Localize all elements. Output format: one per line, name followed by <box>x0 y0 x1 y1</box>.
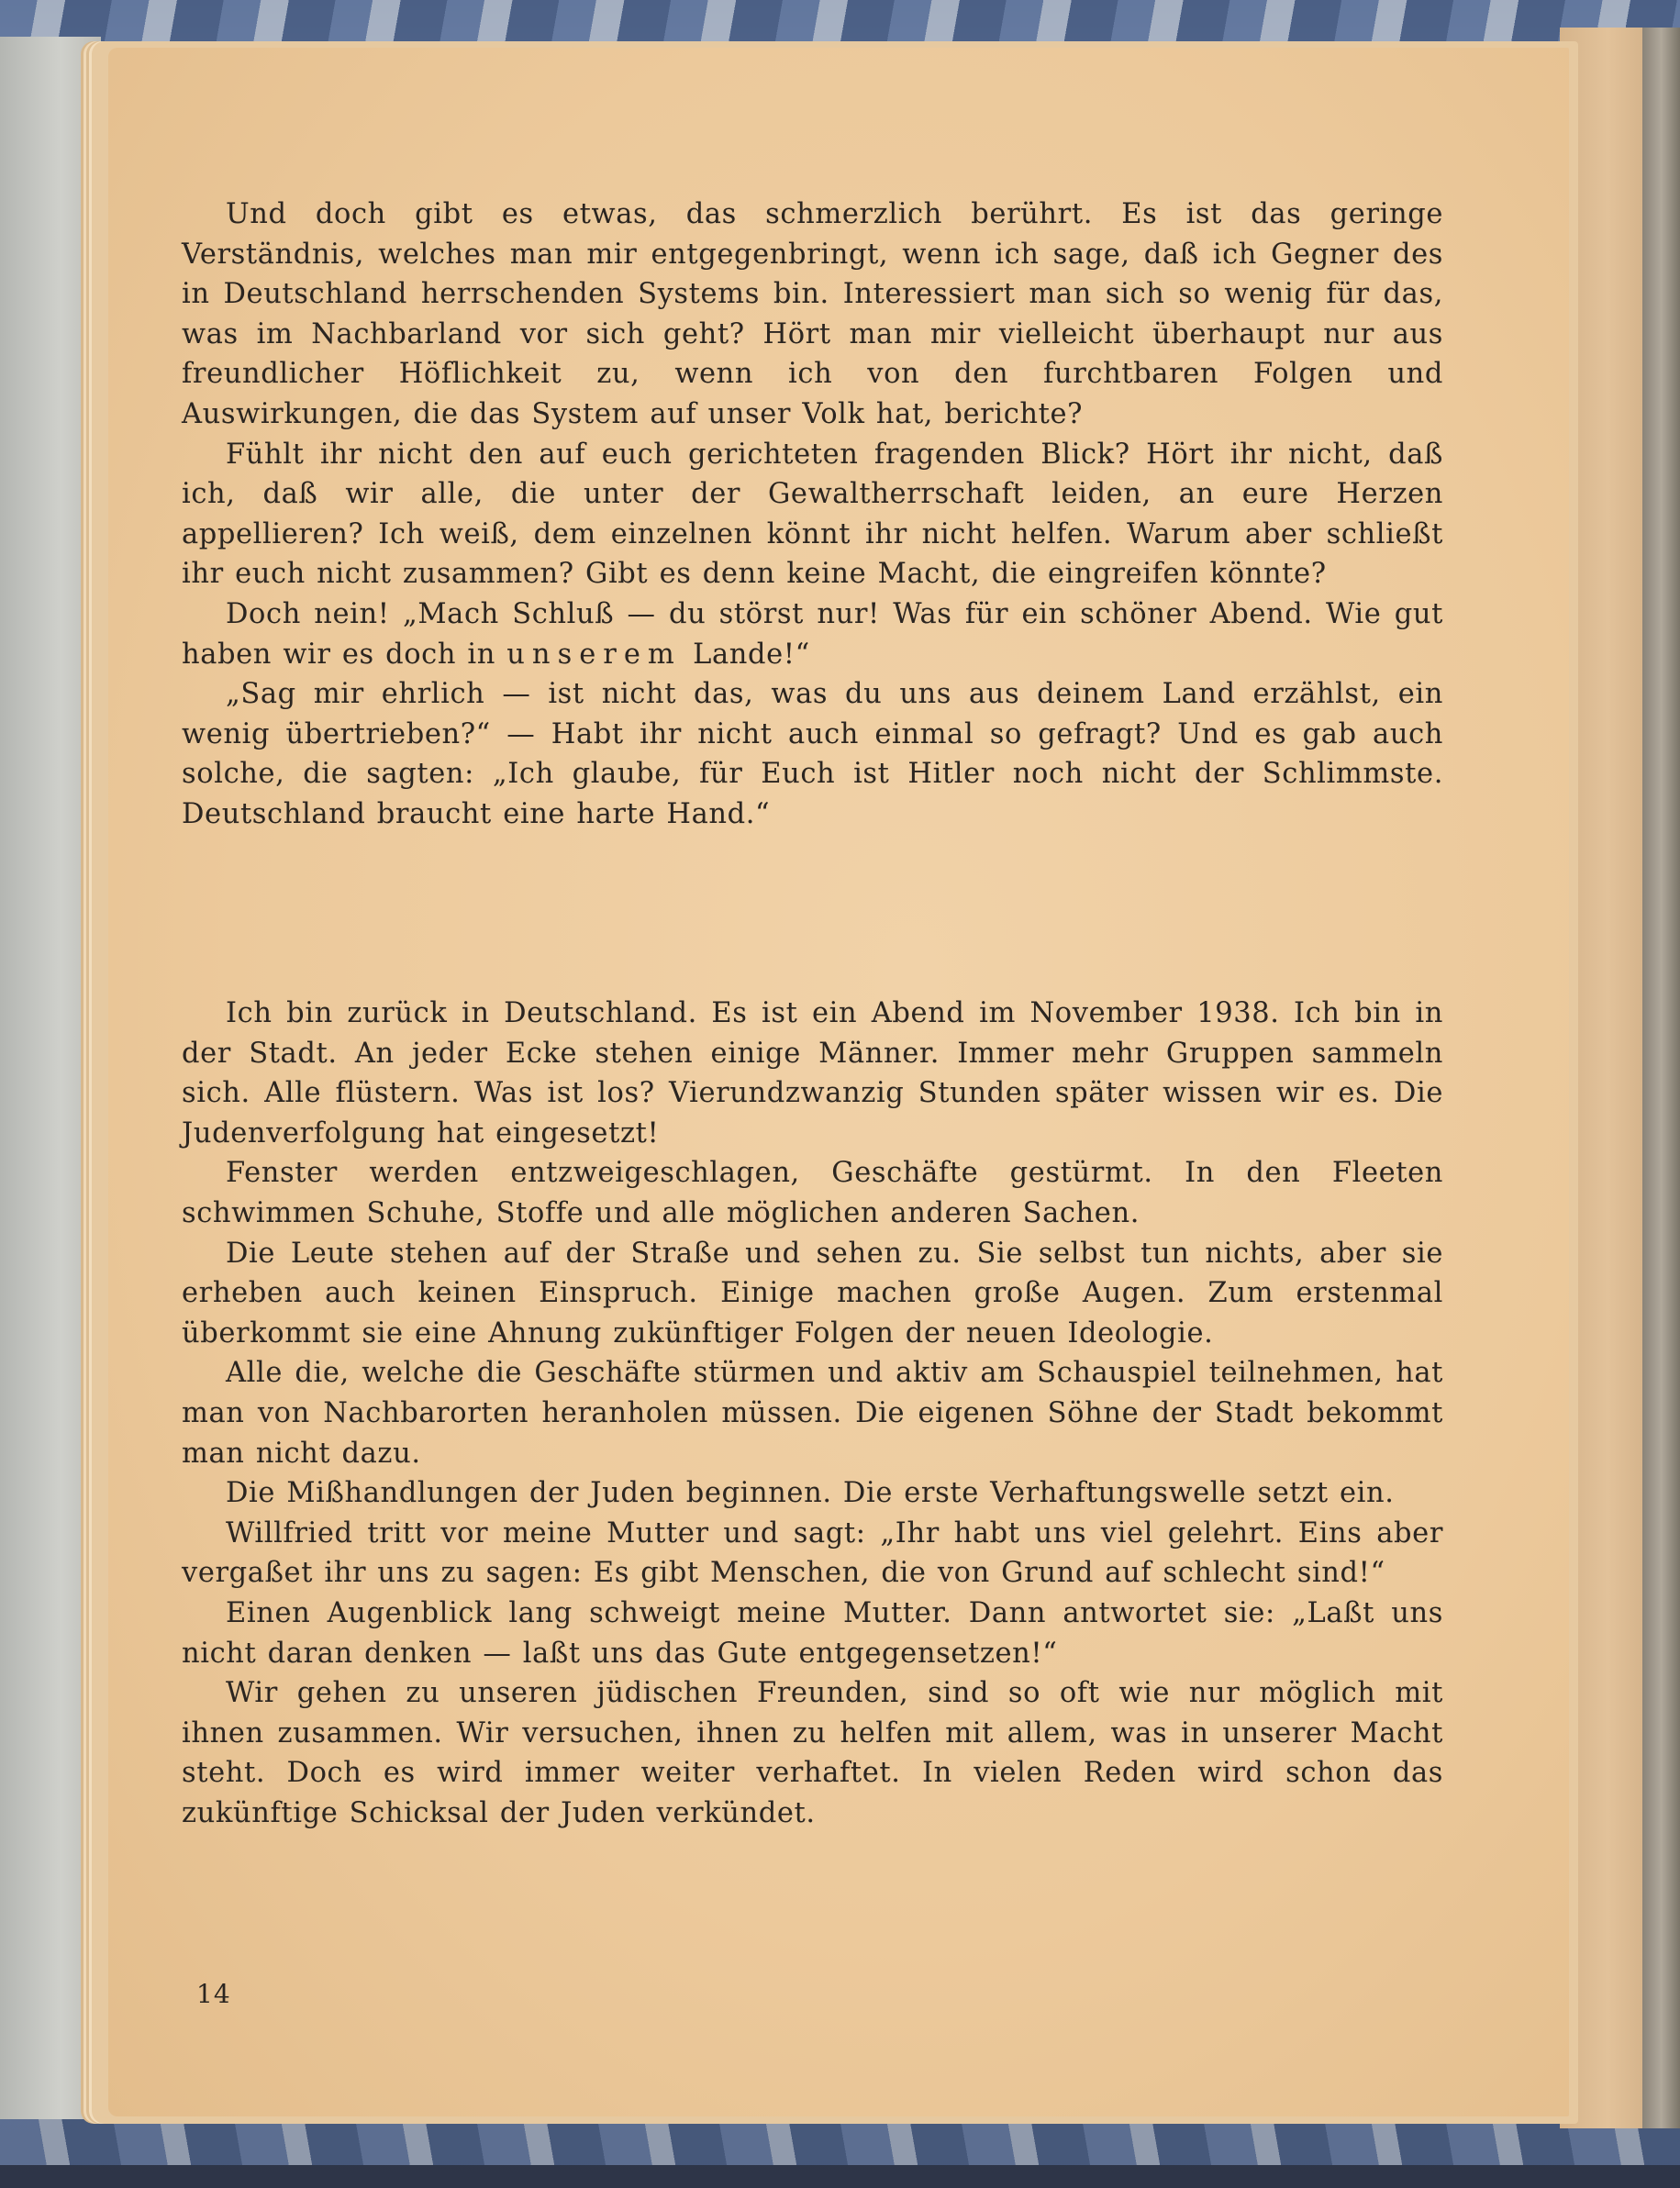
paragraph: „Sag mir ehrlich — ist nicht das, was du uns aus deinem Land erzählst, ein wenig übertrieben?“ — Habt ihr nicht auch einmal so gefragt? Und es gab auch solche, die sagten: „Ich glaube, für Euch ist Hitler noch nicht der Schlimmste. Deutschland braucht eine harte Hand.“ <box>182 678 1443 830</box>
paragraph <box>182 594 1443 674</box>
right-binding <box>1642 28 1680 2128</box>
paragraph-text: Lande!“ <box>681 638 810 671</box>
paragraph: Fenster werden entzweigeschlagen, Geschäfte gestürmt. In den Fleeten schwimmen Schuhe, Stoffe und alle möglichen anderen Sachen. <box>182 1157 1443 1229</box>
paragraph-text: Doch nein! „Mach Schluß — du störst nur! Was für ein schöner Abend. Wie gut haben wir es doch in <box>182 597 1443 671</box>
paragraph: Ich bin zurück in Deutschland. Es ist ein Abend im November 1938. Ich bin in der Stadt. An jeder Ecke stehen einige Männer. Immer mehr Gruppen sammeln sich. Alle flüstern. Was ist los? Vierundzwanzig Stunden später wissen wir es. Die Judenverfolgung hat eingesetzt! <box>182 997 1443 1150</box>
text-section-2 <box>182 994 1443 1833</box>
paragraph: Fühlt ihr nicht den auf euch gerichteten fragenden Blick? Hört ihr nicht, daß ich, daß wir alle, die unter der Gewaltherrschaft leiden, an eure Herzen appellieren? Ich weiß, dem einzelnen könnt ihr nicht helfen. Warum aber schließt ihr euch nicht zusammen? Gibt es denn keine Macht, die eingreifen könnte? <box>182 438 1443 591</box>
page-number: 14 <box>196 1979 231 2009</box>
paragraph: Einen Augenblick lang schweigt meine Mutter. Dann antwortet sie: „Laßt uns nicht daran denken — laßt uns das Gute entgegensetzen!“ <box>182 1596 1443 1670</box>
emphasized-word: unserem <box>506 638 682 671</box>
left-endpaper <box>0 37 101 2119</box>
paragraph: Die Mißhandlungen der Juden beginnen. Die erste Verhaftungswelle setzt ein. <box>226 1477 1395 1510</box>
paragraph: Die Leute stehen auf der Straße und sehen zu. Sie selbst tun nichts, aber sie erheben auch keinen Einspruch. Einige machen große Augen. Zum erstenmal überkommt sie eine Ahnung zukünftiger Folgen der neuen Ideologie. <box>182 1237 1443 1349</box>
paragraph: Und doch gibt es etwas, das schmerzlich berührt. Es ist das geringe Verständnis, welches man mir entgegenbringt, wenn ich sage, daß ich Gegner des in Deutschland herrschenden Systems bin. Interessiert man sich so wenig für das, was im Nachbarland vor sich geht? Hört man mir vielleicht überhaupt nur aus freundlicher Höflichkeit zu, wenn ich von den furchtbaren Folgen und Auswirkungen, die das System auf unser Volk hat, berichte? <box>182 198 1443 430</box>
paragraph: Wir gehen zu unseren jüdischen Freunden, sind so oft wie nur möglich mit ihnen zusammen. Wir versuchen, ihnen zu helfen mit allem, was in unserer Macht steht. Doch es wird immer weiter verhaftet. In vielen Reden wird schon das zukünftige Schicksal der Juden verkündet. <box>182 1677 1443 1829</box>
paragraph: Willfried tritt vor meine Mutter und sagt: „Ihr habt uns viel gelehrt. Eins aber vergaßet ihr uns zu sagen: Es gibt Menschen, die von Grund auf schlecht sind!“ <box>182 1516 1443 1590</box>
paragraph: Alle die, welche die Geschäfte stürmen und aktiv am Schauspiel teilnehmen, hat man von Nachbarorten heranholen müssen. Die eigenen Söhne der Stadt bekommt man nicht dazu. <box>182 1357 1443 1470</box>
text-section-1 <box>182 194 1443 835</box>
